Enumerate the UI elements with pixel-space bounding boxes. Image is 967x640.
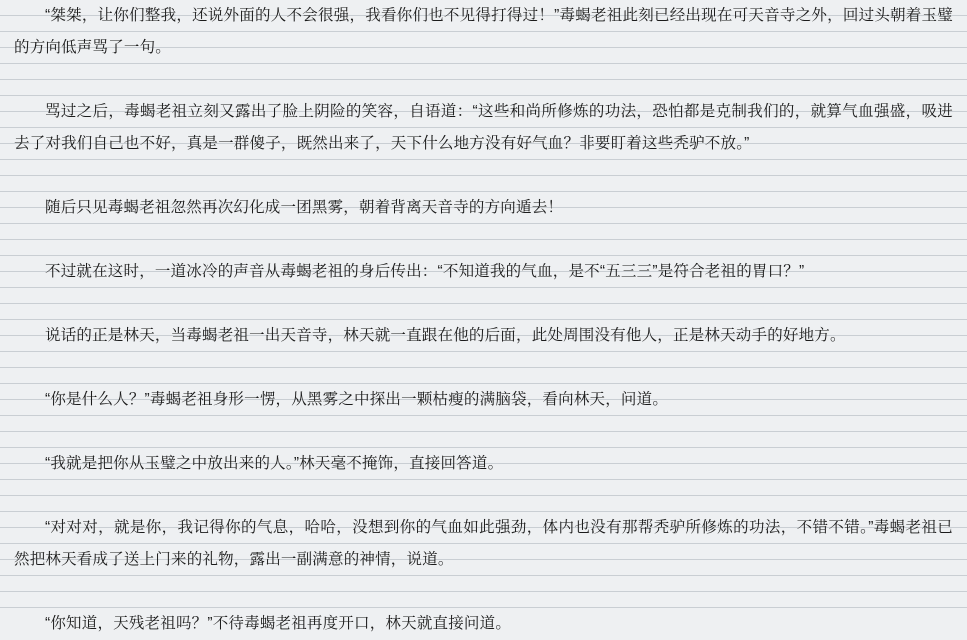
paragraph: 说话的正是林天，当毒蝎老祖一出天音寺，林天就一直跟在他的后面，此处周围没有他人，正是林天动手的好地方。 <box>45 327 846 344</box>
paragraph: 骂过之后，毒蝎老祖立刻又露出了脸上阴险的笑容，自语道：“这些和尚所修炼的功法，恐怕都是克制我们的，就算气血强盛，吸进去了对我们自己也不好，真是一群傻子，既然出来了，天下什么地方没有好气血？非要盯着这些秃驴不放。” <box>14 103 953 152</box>
paragraph-spacer <box>14 64 953 96</box>
paragraph: 不过就在这时，一道冰冷的声音从毒蝎老祖的身后传出：“不知道我的气血，是不“五三三”是符合老祖的胃口？” <box>45 263 805 280</box>
paragraph-spacer <box>14 480 953 512</box>
paragraph: “桀桀，让你们整我，还说外面的人不会很强，我看你们也不见得打得过！”毒蝎老祖此刻已经出现在可天音寺之外，回过头朝着玉璧的方向低声骂了一句。 <box>14 7 953 56</box>
paragraph-spacer <box>14 576 953 608</box>
paragraph: “你是什么人？”毒蝎老祖身形一愣，从黑雾之中探出一颗枯瘦的满脑袋，看向林天，问道。 <box>45 391 669 408</box>
paragraph-spacer <box>14 352 953 384</box>
paragraph-spacer <box>14 224 953 256</box>
paragraph: “我就是把你从玉璧之中放出来的人。”林天毫不掩饰，直接回答道。 <box>45 455 504 472</box>
paragraph: 随后只见毒蝎老祖忽然再次幻化成一团黑雾，朝着背离天音寺的方向遁去！ <box>45 199 564 216</box>
paragraph-spacer <box>14 416 953 448</box>
paragraph: “对对对，就是你，我记得你的气息，哈哈，没想到你的气血如此强劲，体内也没有那帮秃驴所修炼的功法，不错不错。”毒蝎老祖已然把林天看成了送上门来的礼物，露出一副满意的神情，说道。 <box>14 519 953 568</box>
paragraph-spacer <box>14 160 953 192</box>
paragraph-spacer <box>14 288 953 320</box>
paragraph: “你知道，天残老祖吗？”不待毒蝎老祖再度开口，林天就直接问道。 <box>45 615 512 632</box>
